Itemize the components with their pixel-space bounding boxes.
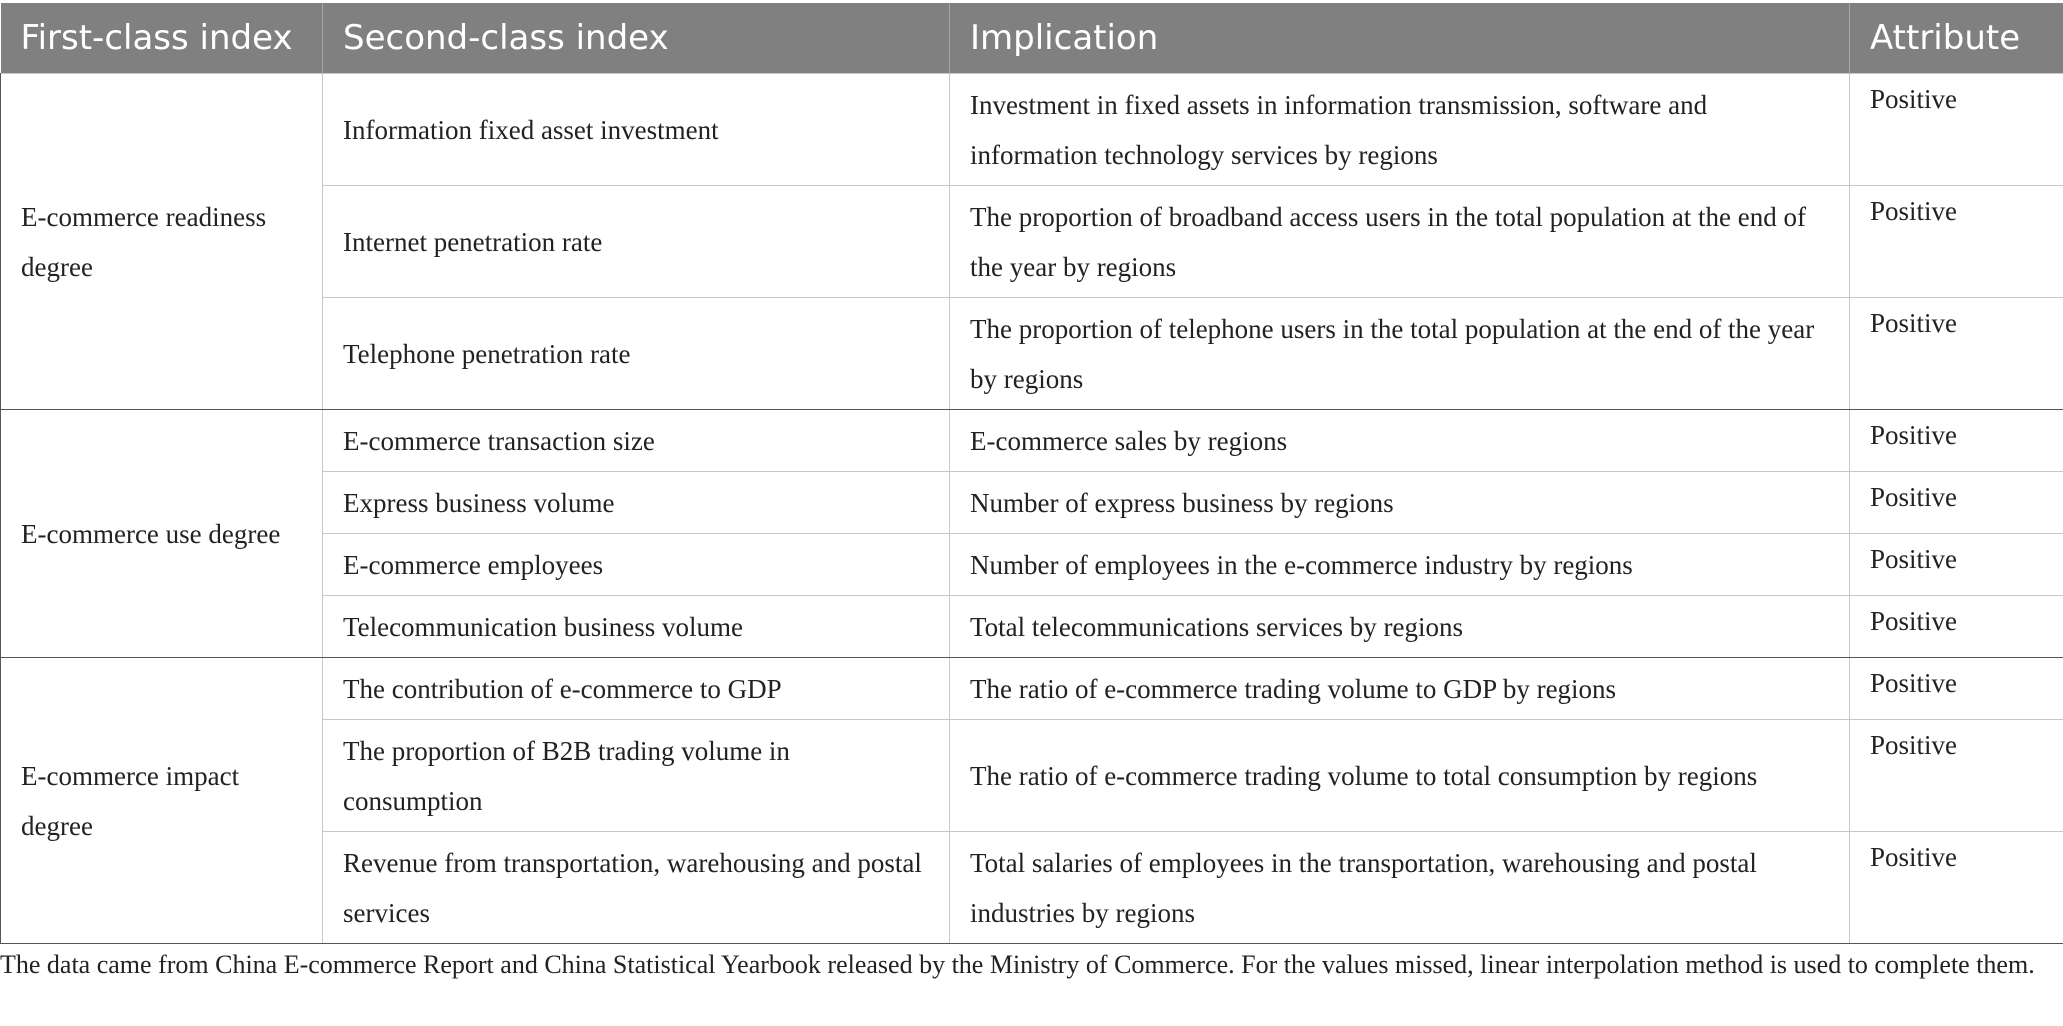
implication-cell: The ratio of e-commerce trading volume to GDP by regions <box>950 658 1850 720</box>
second-class-cell: The proportion of B2B trading volume in consumption <box>323 720 950 832</box>
header-attribute: Attribute <box>1850 3 2063 74</box>
implication-cell: Number of employees in the e-commerce industry by regions <box>950 534 1850 596</box>
table-footnote: The data came from China E-commerce Report and China Statistical Yearbook released by the Ministry of Commerce. For the values missed, linear interpolation method is used to complete them. <box>0 950 2035 979</box>
implication-cell: The proportion of telephone users in the total population at the end of the year by regions <box>950 298 1850 410</box>
attribute-cell: Positive <box>1850 658 2063 720</box>
attribute-cell: Positive <box>1850 596 2063 658</box>
implication-cell: The proportion of broadband access users in the total population at the end of the year by regions <box>950 186 1850 298</box>
attribute-cell: Positive <box>1850 74 2063 186</box>
implication-cell: Total salaries of employees in the transportation, warehousing and postal industries by regions <box>950 832 1850 944</box>
attribute-cell: Positive <box>1850 720 2063 832</box>
header-first-class-index: First-class index <box>1 3 323 74</box>
implication-cell: Total telecommunications services by regions <box>950 596 1850 658</box>
second-class-cell: Revenue from transportation, warehousing and postal services <box>323 832 950 944</box>
implication-cell: Investment in fixed assets in information transmission, software and information technology services by regions <box>950 74 1850 186</box>
second-class-cell: Express business volume <box>323 472 950 534</box>
second-class-cell: Telephone penetration rate <box>323 298 950 410</box>
attribute-cell: Positive <box>1850 832 2063 944</box>
first-class-cell: E-commerce readiness degree <box>1 74 323 410</box>
second-class-cell: Internet penetration rate <box>323 186 950 298</box>
attribute-cell: Positive <box>1850 298 2063 410</box>
second-class-cell: E-commerce transaction size <box>323 410 950 472</box>
index-table <box>0 3 2063 944</box>
table-row <box>1 658 2063 720</box>
attribute-cell: Positive <box>1850 410 2063 472</box>
implication-cell: E-commerce sales by regions <box>950 410 1850 472</box>
second-class-cell: The contribution of e-commerce to GDP <box>323 658 950 720</box>
second-class-cell: E-commerce employees <box>323 534 950 596</box>
first-class-cell: E-commerce impact degree <box>1 658 323 944</box>
table-row <box>1 410 2063 472</box>
attribute-cell: Positive <box>1850 186 2063 298</box>
header-second-class-index: Second-class index <box>323 3 950 74</box>
second-class-cell: Information fixed asset investment <box>323 74 950 186</box>
implication-cell: The ratio of e-commerce trading volume to total consumption by regions <box>950 720 1850 832</box>
table-row <box>1 74 2063 186</box>
header-implication: Implication <box>950 3 1850 74</box>
table-header-row <box>1 3 2063 74</box>
attribute-cell: Positive <box>1850 534 2063 596</box>
second-class-cell: Telecommunication business volume <box>323 596 950 658</box>
first-class-cell: E-commerce use degree <box>1 410 323 658</box>
implication-cell: Number of express business by regions <box>950 472 1850 534</box>
attribute-cell: Positive <box>1850 472 2063 534</box>
